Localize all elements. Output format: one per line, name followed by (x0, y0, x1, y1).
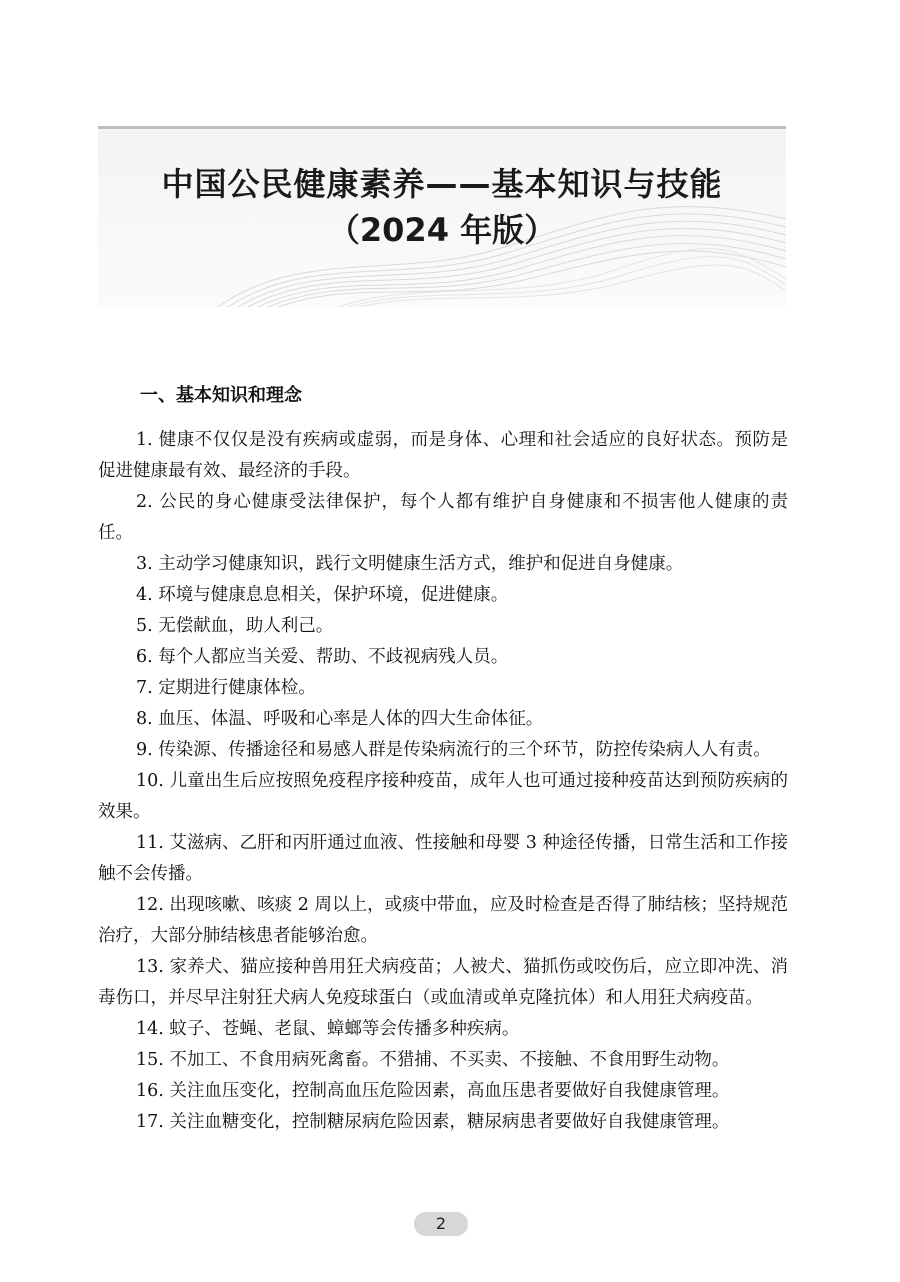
list-item: 13. 家养犬、猫应接种兽用狂犬病疫苗；人被犬、猫抓伤或咬伤后，应立即冲洗、消毒伤口，并尽早注射狂犬病人免疫球蛋白（或血清或单克隆抗体）和人用狂犬病疫苗。 (98, 957, 788, 1008)
list-item: 16. 关注血压变化，控制高血压危险因素，高血压患者要做好自我健康管理。 (136, 1081, 730, 1101)
list-item: 6. 每个人都应当关爱、帮助、不歧视病残人员。 (136, 647, 509, 667)
list-item: 10. 儿童出生后应按照免疫程序接种疫苗，成年人也可通过接种疫苗达到预防疾病的效果。 (98, 771, 788, 822)
list-item: 9. 传染源、传播途径和易感人群是传染病流行的三个环节，防控传染病人人有责。 (136, 740, 771, 760)
section-heading: 一、基本知识和理念 (140, 385, 302, 406)
list-item: 8. 血压、体温、呼吸和心率是人体的四大生命体征。 (136, 709, 544, 729)
list-item: 17. 关注血糖变化，控制糖尿病危险因素，糖尿病患者要做好自我健康管理。 (136, 1112, 730, 1132)
list-item: 1. 健康不仅仅是没有疾病或虚弱，而是身体、心理和社会适应的良好状态。预防是促进健康最有效、最经济的手段。 (98, 430, 788, 481)
list-item: 11. 艾滋病、乙肝和丙肝通过血液、性接触和母婴 3 种途径传播，日常生活和工作接触不会传播。 (98, 833, 788, 884)
document-title: 中国公民健康素养——基本知识与技能 (161, 165, 723, 203)
list-item: 3. 主动学习健康知识，践行文明健康生活方式，维护和促进自身健康。 (136, 554, 684, 574)
list-item: 15. 不加工、不食用病死禽畜。不猎捕、不买卖、不接触、不食用野生动物。 (136, 1050, 730, 1070)
list-item: 5. 无偿献血，助人利己。 (136, 616, 334, 636)
title-banner (98, 126, 786, 307)
list-item: 7. 定期进行健康体检。 (136, 678, 316, 698)
page-number: 2 (414, 1212, 468, 1236)
list-item: 4. 环境与健康息息相关，保护环境，促进健康。 (136, 585, 509, 605)
list-item: 14. 蚊子、苍蝇、老鼠、蟑螂等会传播多种疾病。 (136, 1019, 520, 1039)
list-item: 2. 公民的身心健康受法律保护，每个人都有维护自身健康和不损害他人健康的责任。 (98, 492, 788, 543)
knowledge-list (98, 425, 788, 1138)
list-item: 12. 出现咳嗽、咳痰 2 周以上，或痰中带血，应及时检查是否得了肺结核；坚持规范治疗，大部分肺结核患者能够治愈。 (98, 895, 788, 946)
document-edition: （2024 年版） (327, 211, 557, 249)
